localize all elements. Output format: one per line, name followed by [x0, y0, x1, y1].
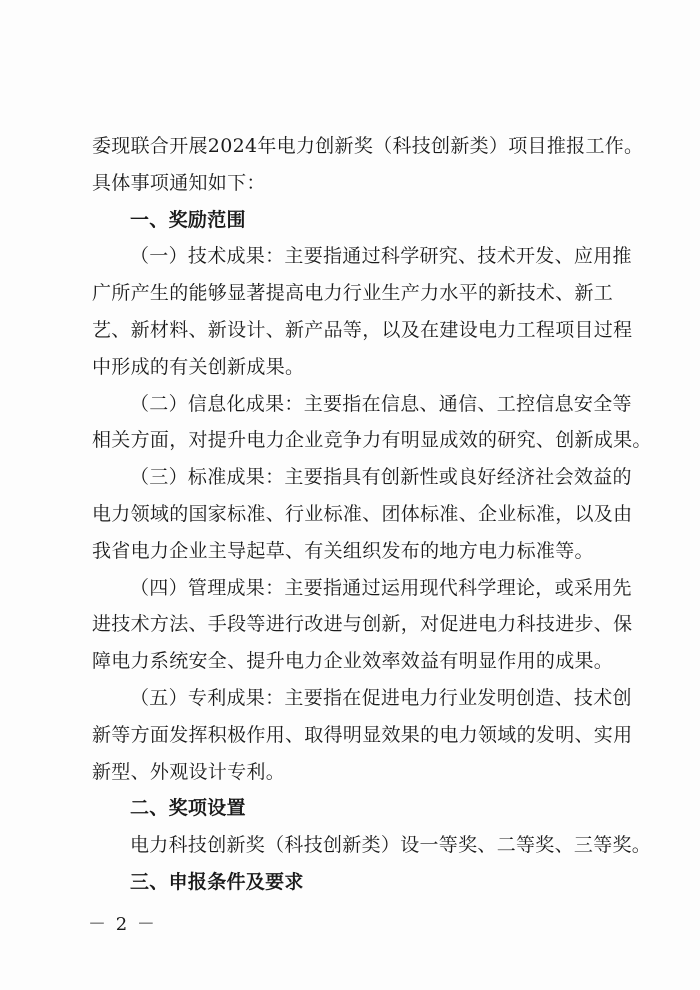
text-line: 艺、新材料、新设计、新产品等，以及在建设电力工程项目过程	[92, 318, 633, 341]
text-line: （四）管理成果：主要指通过运用现代科学理论，或采用先	[130, 576, 632, 599]
page-number: － 2 －	[88, 914, 157, 935]
text-line: 委现联合开展2024年电力创新奖（科技创新类）项目推报工作。	[92, 135, 644, 157]
text-line: 广所产生的能够显著提高电力行业生产力水平的新技术、新工	[92, 282, 614, 305]
text-line: 进技术方法、手段等进行改进与创新，对促进电力科技进步、保	[92, 613, 633, 636]
text-line: （五）专利成果：主要指在促进电力行业发明创造、技术创	[130, 686, 632, 709]
text-line: 中形成的有关创新成果。	[92, 355, 305, 378]
text-line: 新等方面发挥积极作用、取得明显效果的电力领域的发明、实用	[92, 723, 633, 746]
text-line: 相关方面，对提升电力企业竞争力有明显成效的研究、创新成果。	[92, 429, 652, 452]
text-line: （三）标准成果：主要指具有创新性或良好经济社会效益的	[130, 466, 632, 489]
text-line: 电力领域的国家标准、行业标准、团体标准、企业标准，以及由	[92, 502, 633, 525]
text-line: 新型、外观设计专利。	[92, 760, 286, 783]
text-line: （二）信息化成果：主要指在信息、通信、工控信息安全等	[130, 392, 632, 415]
section-heading: 三、申报条件及要求	[130, 870, 304, 893]
text-line: 我省电力企业主导起草、有关组织发布的地方电力标准等。	[92, 539, 594, 562]
text-line: 电力科技创新奖（科技创新类）设一等奖、二等奖、三等奖。	[130, 834, 652, 857]
text-line: 障电力系统安全、提升电力企业效率效益有明显作用的成果。	[92, 650, 614, 673]
text-line: （一）技术成果：主要指通过科学研究、技术开发、应用推	[130, 245, 632, 268]
text-line: 具体事项通知如下：	[92, 171, 266, 194]
section-heading: 二、奖项设置	[130, 797, 246, 820]
section-heading: 一、奖励范围	[130, 208, 246, 231]
document-body	[92, 128, 652, 901]
